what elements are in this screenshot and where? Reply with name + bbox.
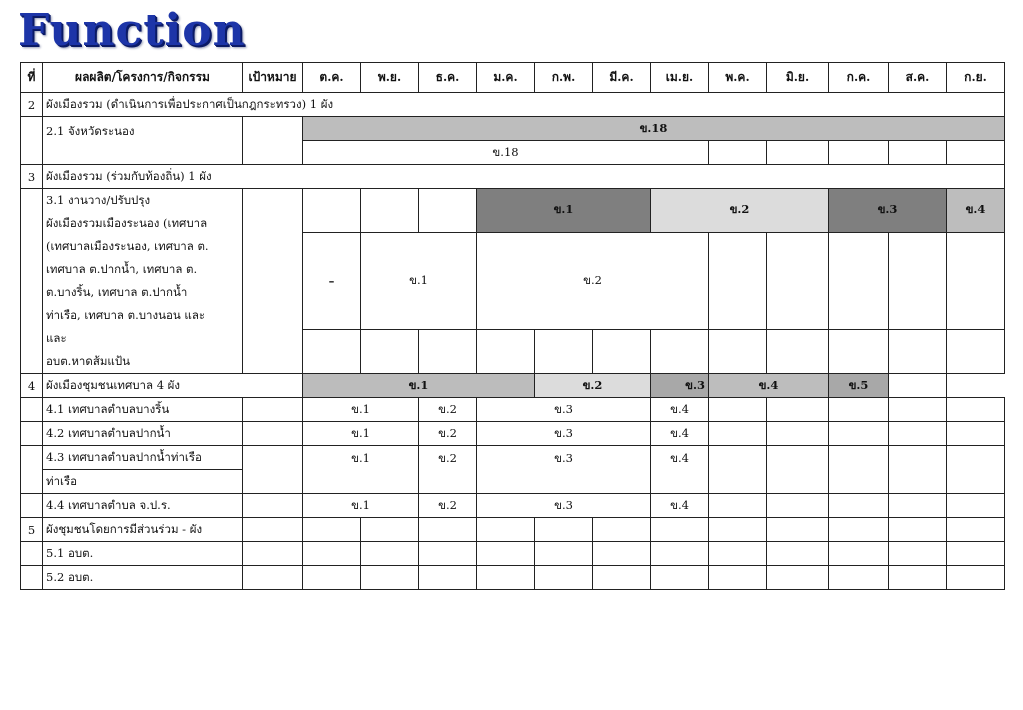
step-cell: ข.4 <box>651 398 709 422</box>
step-cell: ข.2 <box>419 494 477 518</box>
header-row <box>21 63 1005 93</box>
item-label: 3.1 งานวาง/ปรับปรุง ผังเมืองรวมเมืองระนอง (เทศบาล (เทศบาลเมืองระนอง, เทศบาล ต. เทศบาล ต.ปากน้ำ, เทศบาล ต. ต.บางริ้น, เทศบาล ต.ปากน้ำ ท่าเรือ, เทศบาล ต.บางนอน และ และ อบต.หาดส้มแป้น <box>43 189 243 374</box>
schedule-table <box>20 62 1005 590</box>
header-month: ม.ค. <box>477 63 535 93</box>
step-cell: ข.3 <box>477 494 651 518</box>
actual-dash: – <box>303 232 361 329</box>
header-month: พ.ค. <box>709 63 767 93</box>
header-month: ธ.ค. <box>419 63 477 93</box>
step-cell: ข.4 <box>651 446 709 494</box>
section-row <box>21 374 1005 398</box>
header-month: ก.พ. <box>535 63 593 93</box>
section-row <box>21 93 1005 117</box>
header-month: มิ.ย. <box>767 63 829 93</box>
plan-bar: ข.3 <box>829 189 947 233</box>
section-label: ผังเมืองชุมชนเทศบาล 4 ผัง <box>43 374 303 398</box>
section-no: 2 <box>21 93 43 117</box>
item-label-cont: ท่าเรือ <box>43 470 243 494</box>
step-cell: ข.1 <box>303 494 419 518</box>
table-row <box>21 117 1005 141</box>
header-month: ต.ค. <box>303 63 361 93</box>
plan-bar: ข.4 <box>709 374 829 398</box>
item-label: 4.4 เทศบาลตำบล จ.ป.ร. <box>43 494 243 518</box>
item-label: 4.2 เทศบาลตำบลปากน้ำ <box>43 422 243 446</box>
step-cell: ข.3 <box>477 398 651 422</box>
actual-bar: ข.2 <box>477 232 709 329</box>
plan-bar: ข.1 <box>303 374 535 398</box>
header-month: ก.ค. <box>829 63 889 93</box>
step-cell: ข.1 <box>303 398 419 422</box>
item-label: 2.1 จังหวัดระนอง <box>43 117 243 165</box>
plan-bar: ข.5 <box>829 374 889 398</box>
section-no: 4 <box>21 374 43 398</box>
plan-bar: ข.2 <box>535 374 651 398</box>
header-month: ส.ค. <box>889 63 947 93</box>
step-cell: ข.3 <box>477 422 651 446</box>
table-row <box>21 398 1005 422</box>
plan-bar: ข.1 <box>477 189 651 233</box>
section-row <box>21 165 1005 189</box>
step-cell: ข.2 <box>419 422 477 446</box>
section-row <box>21 518 1005 542</box>
item-label: 4.1 เทศบาลตำบลบางริ้น <box>43 398 243 422</box>
header-item: ผลผลิต/โครงการ/กิจกรรม <box>43 63 243 93</box>
step-cell: ข.4 <box>651 422 709 446</box>
table-row <box>21 494 1005 518</box>
plan-bar: ข.18 <box>303 117 1005 141</box>
step-cell: ข.2 <box>419 446 477 494</box>
actual-bar: ข.18 <box>303 141 709 165</box>
plan-bar: ข.3 <box>651 374 709 398</box>
plan-bar: ข.2 <box>651 189 829 233</box>
step-cell: ข.1 <box>303 446 419 494</box>
actual-bar: ข.1 <box>361 232 477 329</box>
header-month: พ.ย. <box>361 63 419 93</box>
plan-bar: ข.4 <box>947 189 1005 233</box>
table-row <box>21 542 1005 566</box>
header-no: ที่ <box>21 63 43 93</box>
section-no: 5 <box>21 518 43 542</box>
step-cell: ข.3 <box>477 446 651 494</box>
header-month: เม.ย. <box>651 63 709 93</box>
step-cell: ข.2 <box>419 398 477 422</box>
item-label: 5.2 อบต. <box>43 566 243 590</box>
table-row <box>21 566 1005 590</box>
header-month: ก.ย. <box>947 63 1005 93</box>
step-cell: ข.4 <box>651 494 709 518</box>
header-month: มี.ค. <box>593 63 651 93</box>
item-label: 4.3 เทศบาลตำบลปากน้ำท่าเรือ <box>43 446 243 470</box>
item-label: 5.1 อบต. <box>43 542 243 566</box>
section-no: 3 <box>21 165 43 189</box>
section-label: ผังเมืองรวม (ดำเนินการเพื่อประกาศเป็นกฎกระทรวง) 1 ผัง <box>43 93 1005 117</box>
section-label: ผังเมืองรวม (ร่วมกับท้องถิ่น) 1 ผัง <box>43 165 1005 189</box>
header-target: เป้าหมาย <box>243 63 303 93</box>
section-label: ผังชุมชนโดยการมีส่วนร่วม - ผัง <box>43 518 243 542</box>
table-row <box>21 446 1005 470</box>
page-title: Function <box>18 5 246 56</box>
table-row <box>21 189 1005 233</box>
table-row <box>21 422 1005 446</box>
step-cell: ข.1 <box>303 422 419 446</box>
